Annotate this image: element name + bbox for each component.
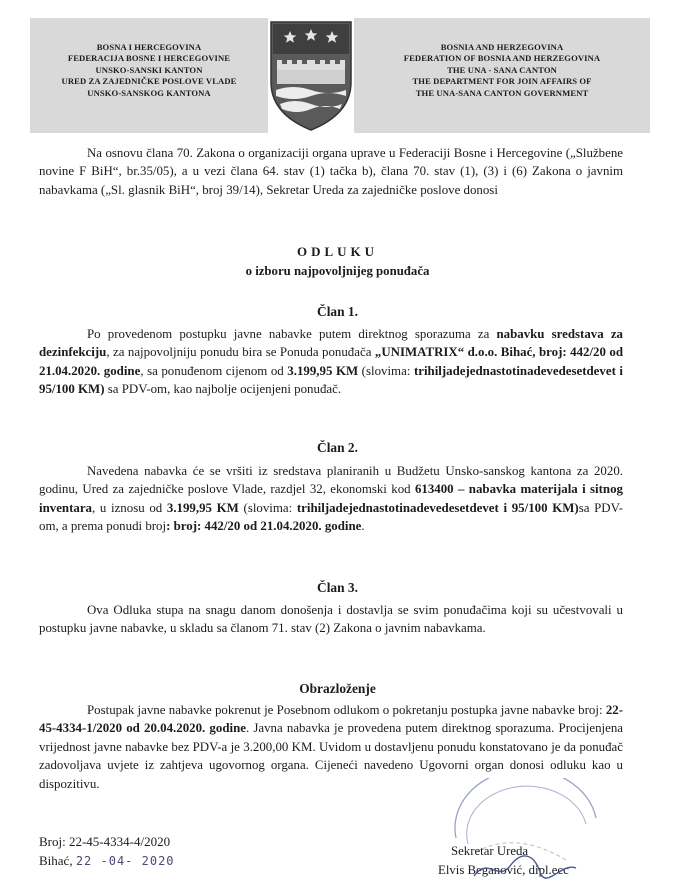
secretary-name: Elvis Beganović, dipl.ecc (438, 863, 569, 877)
clan-1-bold: trihiljadejednastotinadevedesetdevet i 95/100 KM) (39, 363, 623, 397)
clan-2-text: Navedena nabavka će se vršiti iz sredstava planiranih u Budžetu Unsko-sanskog kantona za 2020. godinu, Ured za zajedničke poslove Vlade, razdjel 32, ekonomski kod (39, 464, 623, 497)
clan-2-bold: trihiljadejednastotinadevedesetdevet i 95/100 KM) (296, 500, 579, 515)
header-right-line: THE UNA-SANA CANTON GOVERNMENT (415, 87, 589, 98)
header-left-line: URED ZA ZAJEDNIČKE POSLOVE VLADE (61, 76, 237, 87)
header-left-line: FEDERACIJA BOSNE I HERCEGOVINE (67, 53, 231, 64)
obrazlozenje-heading: Obrazloženje (299, 681, 376, 696)
header-left-text (30, 42, 268, 99)
clan-2-text: . (361, 519, 365, 534)
header-right-box (354, 18, 650, 133)
clan-1-bold: „UNIMATRIX“ d.o.o. Bihać, broj: 442/20 od 21.04.2020. godine (39, 345, 623, 378)
clan-1-bold: 3.199,95 KM (287, 363, 359, 378)
secretary-title: Sekretar Ureda (451, 844, 529, 858)
clan-3-paragraph: Ova Odluka stupa na snagu danom donošenja i dostavlja se svim ponuđačima koji su učestvovali u postupku javne nabavke, u skladu sa članom 71. stav (2) Zakona o javnim nabavkama. (39, 603, 623, 636)
clan-1-paragraph (39, 325, 623, 399)
clan-2-bold: 613400 – nabavka materijala i sitnog inventara (39, 482, 623, 515)
clan-2-heading: Član 2. (317, 440, 358, 455)
obrazlozenje-bold: 22-45-4334-1/2020 od 20.04.2020. godine (39, 703, 623, 736)
header-right-line: THE UNA - SANA CANTON (447, 64, 557, 75)
clan-1-text: sa PDV-om, kao najbolje ocijenjeni ponuđač. (104, 382, 342, 397)
obrazlozenje-text: . Javna nabavka je provedena putem direktnog sporazuma. Procijenjena vrijednost javne nabavke bez PDV-a je 3.200,00 KM. Uvidom u dostavljenu ponudu konstatovano je da ponuđač zadovoljava uvjete iz zahtjeva ugovornog organa. Cijeneći navedeno Ugovorni organ donosi odluku kao u dispozitivu. (39, 721, 623, 791)
clan-1-heading: Član 1. (317, 304, 358, 319)
clan-1-text: , sa ponuđenom cijenom od (140, 363, 288, 378)
obrazlozenje-text: Postupak javne nabavke pokrenut je Posebnom odlukom o pokretanju postupka javne nabavke broj: (87, 703, 606, 717)
clan-1-bold: nabavku sredstava za dezinfekciju (39, 327, 623, 360)
header-left-line: BOSNA I HERCEGOVINA (96, 42, 202, 52)
coat-of-arms-icon (268, 20, 354, 132)
clan-2-bold: : broj: 442/20 od 21.04.2020. godine (166, 519, 362, 534)
clan-2-paragraph (39, 462, 623, 536)
header-left-line: UNSKO-SANSKOG KANTONA (87, 87, 211, 98)
header-right-line: FEDERATION OF BOSNIA AND HERZEGOVINA (403, 53, 601, 64)
header-right-line: THE DEPARTMENT FOR JOIN AFFAIRS OF (412, 76, 592, 87)
header-right-line: BOSNIA AND HERZEGOVINA (440, 42, 564, 52)
signature-icon (470, 852, 580, 886)
header-left-line: UNSKO-SANSKI KANTON (95, 64, 203, 75)
clan-2-text: (slovima: (238, 500, 297, 515)
clan-1-text: (slovima: (358, 363, 414, 378)
decision-title: ODLUKU (296, 244, 379, 259)
decision-subtitle: o izboru najpovoljnijeg ponuđača (245, 264, 430, 278)
clan-2-bold: 3.199,95 KM (166, 500, 239, 515)
clan-1-text: Po provedenom postupku javne nabavke putem direktnog sporazuma za (87, 327, 497, 341)
date-stamp: 22 -04- 2020 (75, 854, 175, 868)
clan-2-text: sa PDV-om, a prema ponudi broj (39, 500, 623, 534)
header-left-box (30, 18, 268, 133)
clan-3-heading: Član 3. (317, 580, 358, 595)
intro-paragraph: Na osnovu člana 70. Zakona o organizaciji organa uprave u Federaciji Bosne i Hercegovine („Službene novine F BiH“, br.35/05), a u vezi člana 64. stav (1) tačka b), člana 70. stav (1), (3) i (6) Zakona o javnim nabavkama („Sl. glasnik BiH“, broj 39/14), Sekretar Ureda za zajedničke poslove donosi (39, 146, 623, 197)
document-number: Broj: 22-45-4334-4/2020 (39, 834, 171, 849)
clan-1-text: , za najpovoljniju ponudu bira se Ponuda ponuđača (106, 345, 375, 360)
place-date (39, 853, 175, 869)
clan-2-text: , u iznosu od (92, 500, 167, 515)
header-right-text (354, 42, 650, 99)
place-label: Bihać, (39, 853, 73, 868)
